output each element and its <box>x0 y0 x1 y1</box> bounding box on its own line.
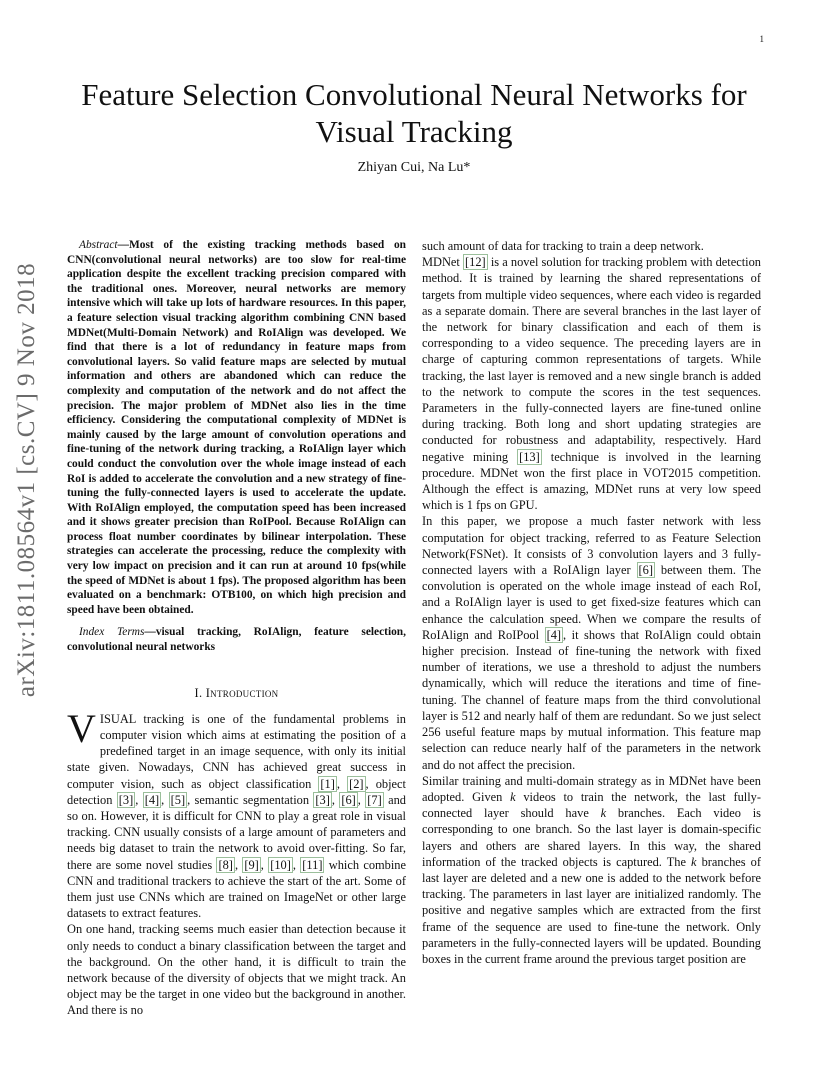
citation-link[interactable]: [10] <box>270 857 291 872</box>
citation-link[interactable]: [6] <box>341 792 356 807</box>
section-heading-introduction <box>67 685 406 701</box>
intro-paragraph-2: On one hand, tracking seems much easier than detection because it only needs to conduct a binary classification between the target and the background. On the other hand, it is difficult to train the network because of the diversity of objects that we might track. An object may be the target in one video but the background in another. And there is no <box>67 922 406 1018</box>
citation-link[interactable]: [3] <box>315 792 330 807</box>
intro-text: , <box>331 792 340 807</box>
index-terms-lead: Index Terms <box>79 626 145 639</box>
left-column <box>67 238 406 1019</box>
abstract <box>67 238 406 617</box>
mdnet-paragraph <box>422 254 761 513</box>
training-paragraph <box>422 773 761 967</box>
body-text: In this paper, we propose a much faster network with less computation for object tracking, referred to as Feature Selection Network(FSNet). It consists of 3 convolution layers and 3 fully-connected layers with a RoIAlign layer <box>422 514 761 578</box>
citation-link[interactable]: [4] <box>144 792 160 807</box>
intro-text: , <box>292 857 301 872</box>
citation-link[interactable]: [2] <box>349 776 364 791</box>
body-text: MDNet <box>422 255 464 270</box>
math-variable-k: k <box>510 789 516 804</box>
intro-text: , <box>260 857 269 872</box>
citation-link[interactable]: [7] <box>367 792 382 807</box>
abstract-lead: Abstract <box>79 239 118 251</box>
citation-link[interactable]: [11] <box>302 857 323 872</box>
citation-link[interactable]: [13] <box>519 449 540 464</box>
body-text: is a novel solution for tracking problem with detection method. It is trained by learning the shared representations of targets from multiple video sequences, where each video is regarded as a separate domain. There are several branches in the last layer of the network for binary classification and each of them is corresponding to a video sequence. The preceding layers are in charge of capturing common representations of targets. While tracking, the last layer is removed and a new single branch is added to the network to compute the scores in the test sequences. Parameters in the fully-connected layers are fine-tuned online during tracking. Both long and short updating strategies are conducted for robustness and adaptability, respectively. Hard negative mining <box>422 255 762 464</box>
body-text: between them. The convolution is operated on the whole image instead of each RoI, and a RoIAlign layer is used to get fixed-size features which can enhance the calculation speed. When we compare the results of RoIAlign and RoIPool <box>422 563 761 642</box>
abstract-text: —Most of the existing tracking methods based on CNN(convolutional neural networks) are too slow for real-time application despite the excellent tracking precision compared with the traditional ones. Moreover, neural networks are memory intensive which will take up lots of hardware resources. In this paper, a feature selection visual tracking algorithm combining CNN based MDNet(Multi-Domain Network) and RoIAlign was developed. We find that there is a lot of redundancy in feature maps from convolutional layers. So valid feature maps are selected by mutual information and others are abandoned which can reduce the complexity and computation of the network and do not affect the precision. The major problem of MDNet also lies in the time efficiency. Considering the computational complexity of MDNet is mainly caused by the large amount of convolution operations and fine-tuning of the network during tracking, a RoIAlign layer which could conduct the convolution over the whole image instead of each RoI is added to accelerate the convolution and a new strategy of fine-tuning the fully-connected layers is used to accelerate the update. With RoIAlign employed, the computation speed has been increased and it shows greater precision than RoIPool. Because RoIAlign can process float number coordinates by bilinear interpolation. These strategies can accelerate the processing, reduce the complexity with very low impact on precision and it can run at around 10 fps(while the speed of MDNet is about 1 fps). The proposed algorithm has been evaluated on a benchmark: OTB100, on which high precision and speed have been obtained. <box>67 239 406 616</box>
body-text: Similar training and multi-domain strategy as in MDNet have been adopted. Given <box>422 773 761 804</box>
intro-text: , semantic segmentation <box>187 792 314 807</box>
citation-link[interactable]: [8] <box>218 857 233 872</box>
arxiv-identifier-text: arXiv:1811.08564v1 [cs.CV] 9 Nov 2018 <box>13 262 41 698</box>
intro-text: which combine CNN and traditional trackers to achieve the start of the art. Some of them just use CNNs which are trained on ImageNet or other large datasets to extract features. <box>67 857 406 921</box>
page-number: 1 <box>759 34 764 44</box>
body-text: videos to train the network, the last fully-connected layer should have <box>422 789 762 821</box>
body-text: branches of last layer are deleted and a new one is added to the network before tracking. The parameters in last layer are initialized randomly. The positive and negative samples which are extracted from the first frame of the sequence are used to fine-tune the network. Only parameters in the fully-connected layers will be updated. Bounding boxes in the current frame around the previous target position are <box>422 854 761 966</box>
intro-paragraph-1 <box>67 705 406 922</box>
body-text: , it shows that RoIAlign could obtain higher precision. Instead of fine-tuning the network with fixed number of iterations, we use a threshold to adjust the numbers dynamically, which will reduce the iterations and time of fine-tuning. The channel of feature maps from the third convolutional layer is 512 and nearly half of them are redundant. So we just select 256 useful feature maps by mutual information. This feature map selection can reduce nearly half of the parameters in the network and do not affect the precision. <box>422 627 761 772</box>
intro-text: , object detection <box>67 776 406 807</box>
body-text: branches. Each video is corresponding to one branch. So the last layer is domain-specific layers and others are shared layers. In this way, the shared information of the tracked objects is captured. The <box>422 806 762 869</box>
index-terms-text: —visual tracking, RoIAlign, feature selection, convolutional neural networks <box>67 626 406 654</box>
citation-link[interactable]: [9] <box>244 857 259 872</box>
citation-link[interactable]: [5] <box>170 792 186 807</box>
fsnet-paragraph <box>422 513 761 772</box>
citation-link[interactable]: [4] <box>546 627 562 642</box>
intro-text: , <box>357 792 366 807</box>
citation-link[interactable]: [12] <box>465 255 486 270</box>
intro-text: , <box>336 776 348 791</box>
paper-authors: Zhiyan Cui, Na Lu* <box>357 160 471 175</box>
dropcap-letter: V <box>67 705 96 751</box>
math-variable-k: k <box>600 806 607 821</box>
intro-paragraph-2-continued: such amount of data for tracking to train a deep network. <box>422 239 704 253</box>
intro-text: ISUAL tracking is one of the fundamental problems in computer vision which aims at estimating the position of a predefined target in an image sequence, with only its initial state given. Nowadays, CNN has achieved great success in computer vision, such as object classification <box>67 711 406 791</box>
index-terms <box>67 625 406 654</box>
body-text: technique is involved in the learning procedure. MDNet won the first place in VOT2015 competition. Although the effect is amazing, MDNet runs at very low speed which is 1 fps on GPU. <box>422 449 761 513</box>
section-title: Introduction <box>205 685 279 700</box>
citation-link[interactable]: [6] <box>638 563 653 578</box>
intro-text: and so on. However, it is difficult for CNN to play a great role in visual tracking. CNN usually consists of a large amount of parameters and needs big dataset to train the network to avoid over-fitting. So far, there are some novel studies <box>67 792 406 872</box>
citation-link[interactable]: [3] <box>118 792 134 807</box>
section-number: I. <box>194 685 203 700</box>
paper-title: Feature Selection Convolutional Neural Networks for Visual Tracking <box>81 77 747 149</box>
arxiv-identifier-stamp <box>6 262 48 698</box>
citation-link[interactable]: [1] <box>320 776 335 791</box>
intro-text: , <box>135 792 143 807</box>
intro-text: , <box>161 792 169 807</box>
right-column <box>422 238 761 967</box>
intro-text: , <box>234 857 243 872</box>
math-variable-k: k <box>691 854 697 869</box>
